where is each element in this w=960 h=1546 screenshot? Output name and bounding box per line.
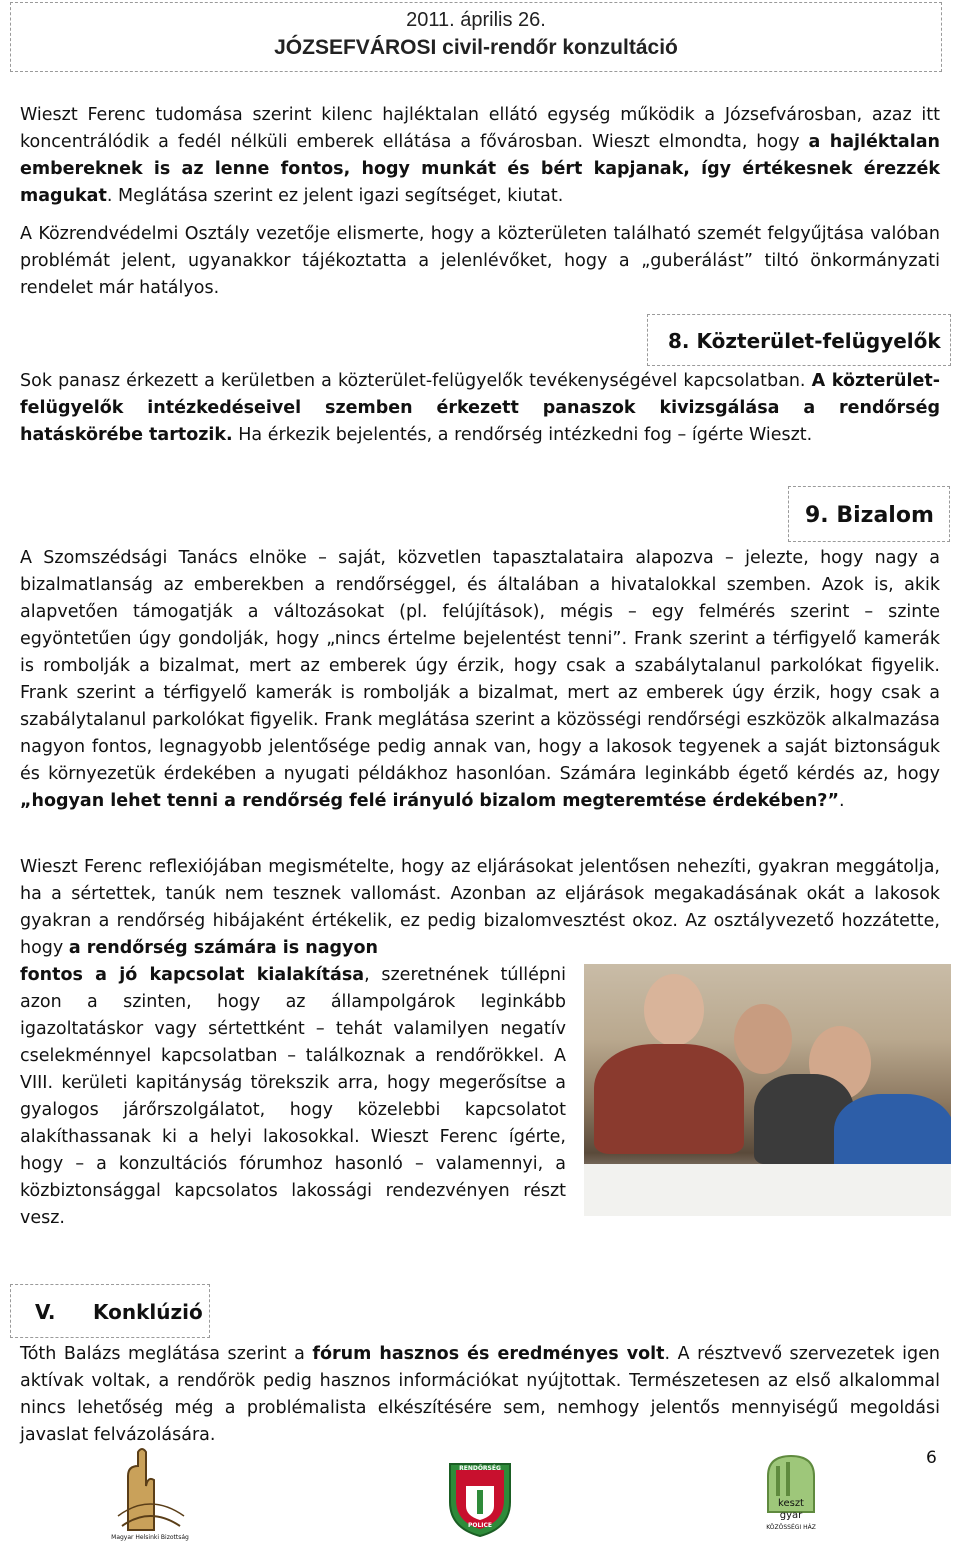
bold-run: A közterület-felügyelők intézkedéseivel szemben érkezett panaszok kivizsgálása a rendőrség hatáskörébe tartozik. [20, 371, 940, 445]
text-run: Ha érkezik bejelentés, a rendőrség intézkedni fog – ígérte Wieszt. [232, 425, 813, 445]
photo-table [584, 1164, 951, 1216]
paragraph-public-order: A Közrendvédelmi Osztály vezetője elismerte, hogy a közterületen található szemét felgyűjtása valóban problémát jelent, ugyanakkor tájékoztatta a jelenlévőket, hogy a „guberálást” tiltó önkormányzati rendelet már hatályos. [20, 224, 940, 298]
text-run: Wieszt Ferenc tudomása szerint kilenc hajléktalan ellátó egység működik a Józsefvárosban, azaz itt koncentrálódik a fedél nélküli emberek ellátása a fővárosban. Wieszt elmondta, hogy [20, 105, 940, 152]
photo-face [734, 1004, 792, 1074]
paragraph-trust [20, 545, 940, 815]
paragraph-conclusion [20, 1341, 940, 1449]
section-heading-8: 8. Közterület-felügyelők [647, 314, 951, 366]
paragraph-reflection-cont [20, 962, 566, 1232]
bold-run: „hogyan lehet tenni a rendőrség felé irányuló bizalom megteremtése érdekében?” [20, 791, 839, 811]
photo-face [644, 974, 704, 1046]
page-number: 6 [926, 1448, 937, 1468]
paragraph-inspectors [20, 368, 940, 449]
header-date: 2011. április 26. [406, 9, 546, 31]
logo-text-bottom: POLICE [467, 1522, 493, 1529]
police-logo [446, 1456, 514, 1538]
kesztyugyar-logo [762, 1452, 820, 1538]
paragraph-reflection [20, 854, 940, 962]
text-run: A Szomszédsági Tanács elnöke – saját, közvetlen tapasztalataira alapozva – jelezte, hogy nagy a bizalmatlanság az emberekben a rendőrséggel, és általában a hivatalokkal szemben. Azok is, akik alapvetően támogatják a változásokat (pl. felújítások), mégis – egy felmérés szerint – szinte egyöntetűen úgy gondolják, hogy „nincs értelme bejelentést tenni”. Frank szerint a térfigyelő kamerák is rombolják a bizalmat, mert az emberek úgy érzik, hogy csak a szabálytalanul parkolókat figyelik. Frank szerint a térfigyelő kamerák is rombolják a bizalmat, mert az emberek úgy érzik, hogy csak a szabálytalanul parkolókat figyelik. Frank meglátása szerint a közösségi rendőrségi eszközök alkalmazása nagyon fontos, legnagyobb jelentősége pedig annak van, hogy a lakosok tegyenek a saját biztonságuk és környezetük érdekében a nyugati példákhoz hasonlóan. Számára leginkább égető kérdés az, hogy [20, 548, 940, 784]
helsinki-committee-logo [108, 1446, 192, 1542]
logo-text-line2: gyar [779, 1510, 803, 1521]
meeting-photo [584, 964, 951, 1216]
conclusion-label: Konklúzió [93, 1300, 203, 1324]
text-run: . [838, 791, 845, 811]
section-heading-9: 9. Bizalom [788, 486, 950, 542]
text-run: Sok panasz érkezett a kerületben a közterület-felügyelők tevékenységével kapcsolatban. [20, 371, 812, 391]
conclusion-number: V. [35, 1300, 56, 1324]
text-run: . A résztvevő szervezetek igen aktívak voltak, a rendőrök pedig hasznos információkat nyújtottak. Természetesen az első alkalommal nincs lehetőség még a problémalista elkészítésére sem, nemhogy jelentős mennyiségű megoldási javaslat felvázolására. [20, 1344, 940, 1445]
bold-run: a hajléktalan embereknek is az lenne fontos, hogy munkát és bért kapjanak, így értékesnek érezzék magukat [20, 132, 940, 206]
logo-text-line3: KÖZÖSSÉGI HÁZ [766, 1524, 816, 1531]
bold-run: a rendőrség számára is nagyon [68, 938, 378, 958]
text-run: Tóth Balázs meglátása szerint a [20, 1344, 313, 1364]
logo-text-top: RENDŐRSÉG [459, 1465, 501, 1472]
bold-run: fórum hasznos és eredményes volt [312, 1344, 665, 1364]
section-heading-conclusion [10, 1284, 210, 1338]
logo-caption: Magyar Helsinki Bizottság [111, 1534, 189, 1541]
photo-shirt [594, 1044, 744, 1154]
page-header [10, 2, 942, 72]
text-run: . Meglátása szerint ez jelent igazi segítséget, kiutat. [106, 186, 564, 206]
logo-text-line1: keszt [778, 1498, 804, 1509]
text-run: , szeretnének túllépni azon a szinten, hogy az állampolgárok leginkább igazoltatáskor vagy sértettként – tehát valamilyen negatív cselekménnyel kapcsolatban – találkoznak a rendőrökkel. A VIII. kerületi kapitányság törekszik arra, hogy megerősítse a gyalogos járőrszolgálatot, hogy közelebbi kapcsolatot alakíthassanak ki a helyi lakosokkal. Wieszt Ferenc ígérte, hogy – a konzultációs fórumhoz hasonló – valamennyi, a közbiztonsággal kapcsolatos lakossági rendezvényen részt vesz. [20, 965, 566, 1228]
paragraph-homeless [20, 102, 940, 210]
header-title: JÓZSEFVÁROSI civil-rendőr konzultáció [274, 36, 678, 59]
text-run: Wieszt Ferenc reflexiójában megismételte, hogy az eljárásokat jelentősen nehezíti, gyakran meggátolja, ha a sértettek, tanúk nem tesznek vallomást. Azonban az eljárások megakadásának okát a lakosok gyakran a rendőrség hibájaként értékelik, ez pedig bizalomvesztést okoz. Az osztályvezető hozzátette, hogy [20, 857, 940, 958]
bold-run: fontos a jó kapcsolat kialakítása [20, 965, 365, 985]
